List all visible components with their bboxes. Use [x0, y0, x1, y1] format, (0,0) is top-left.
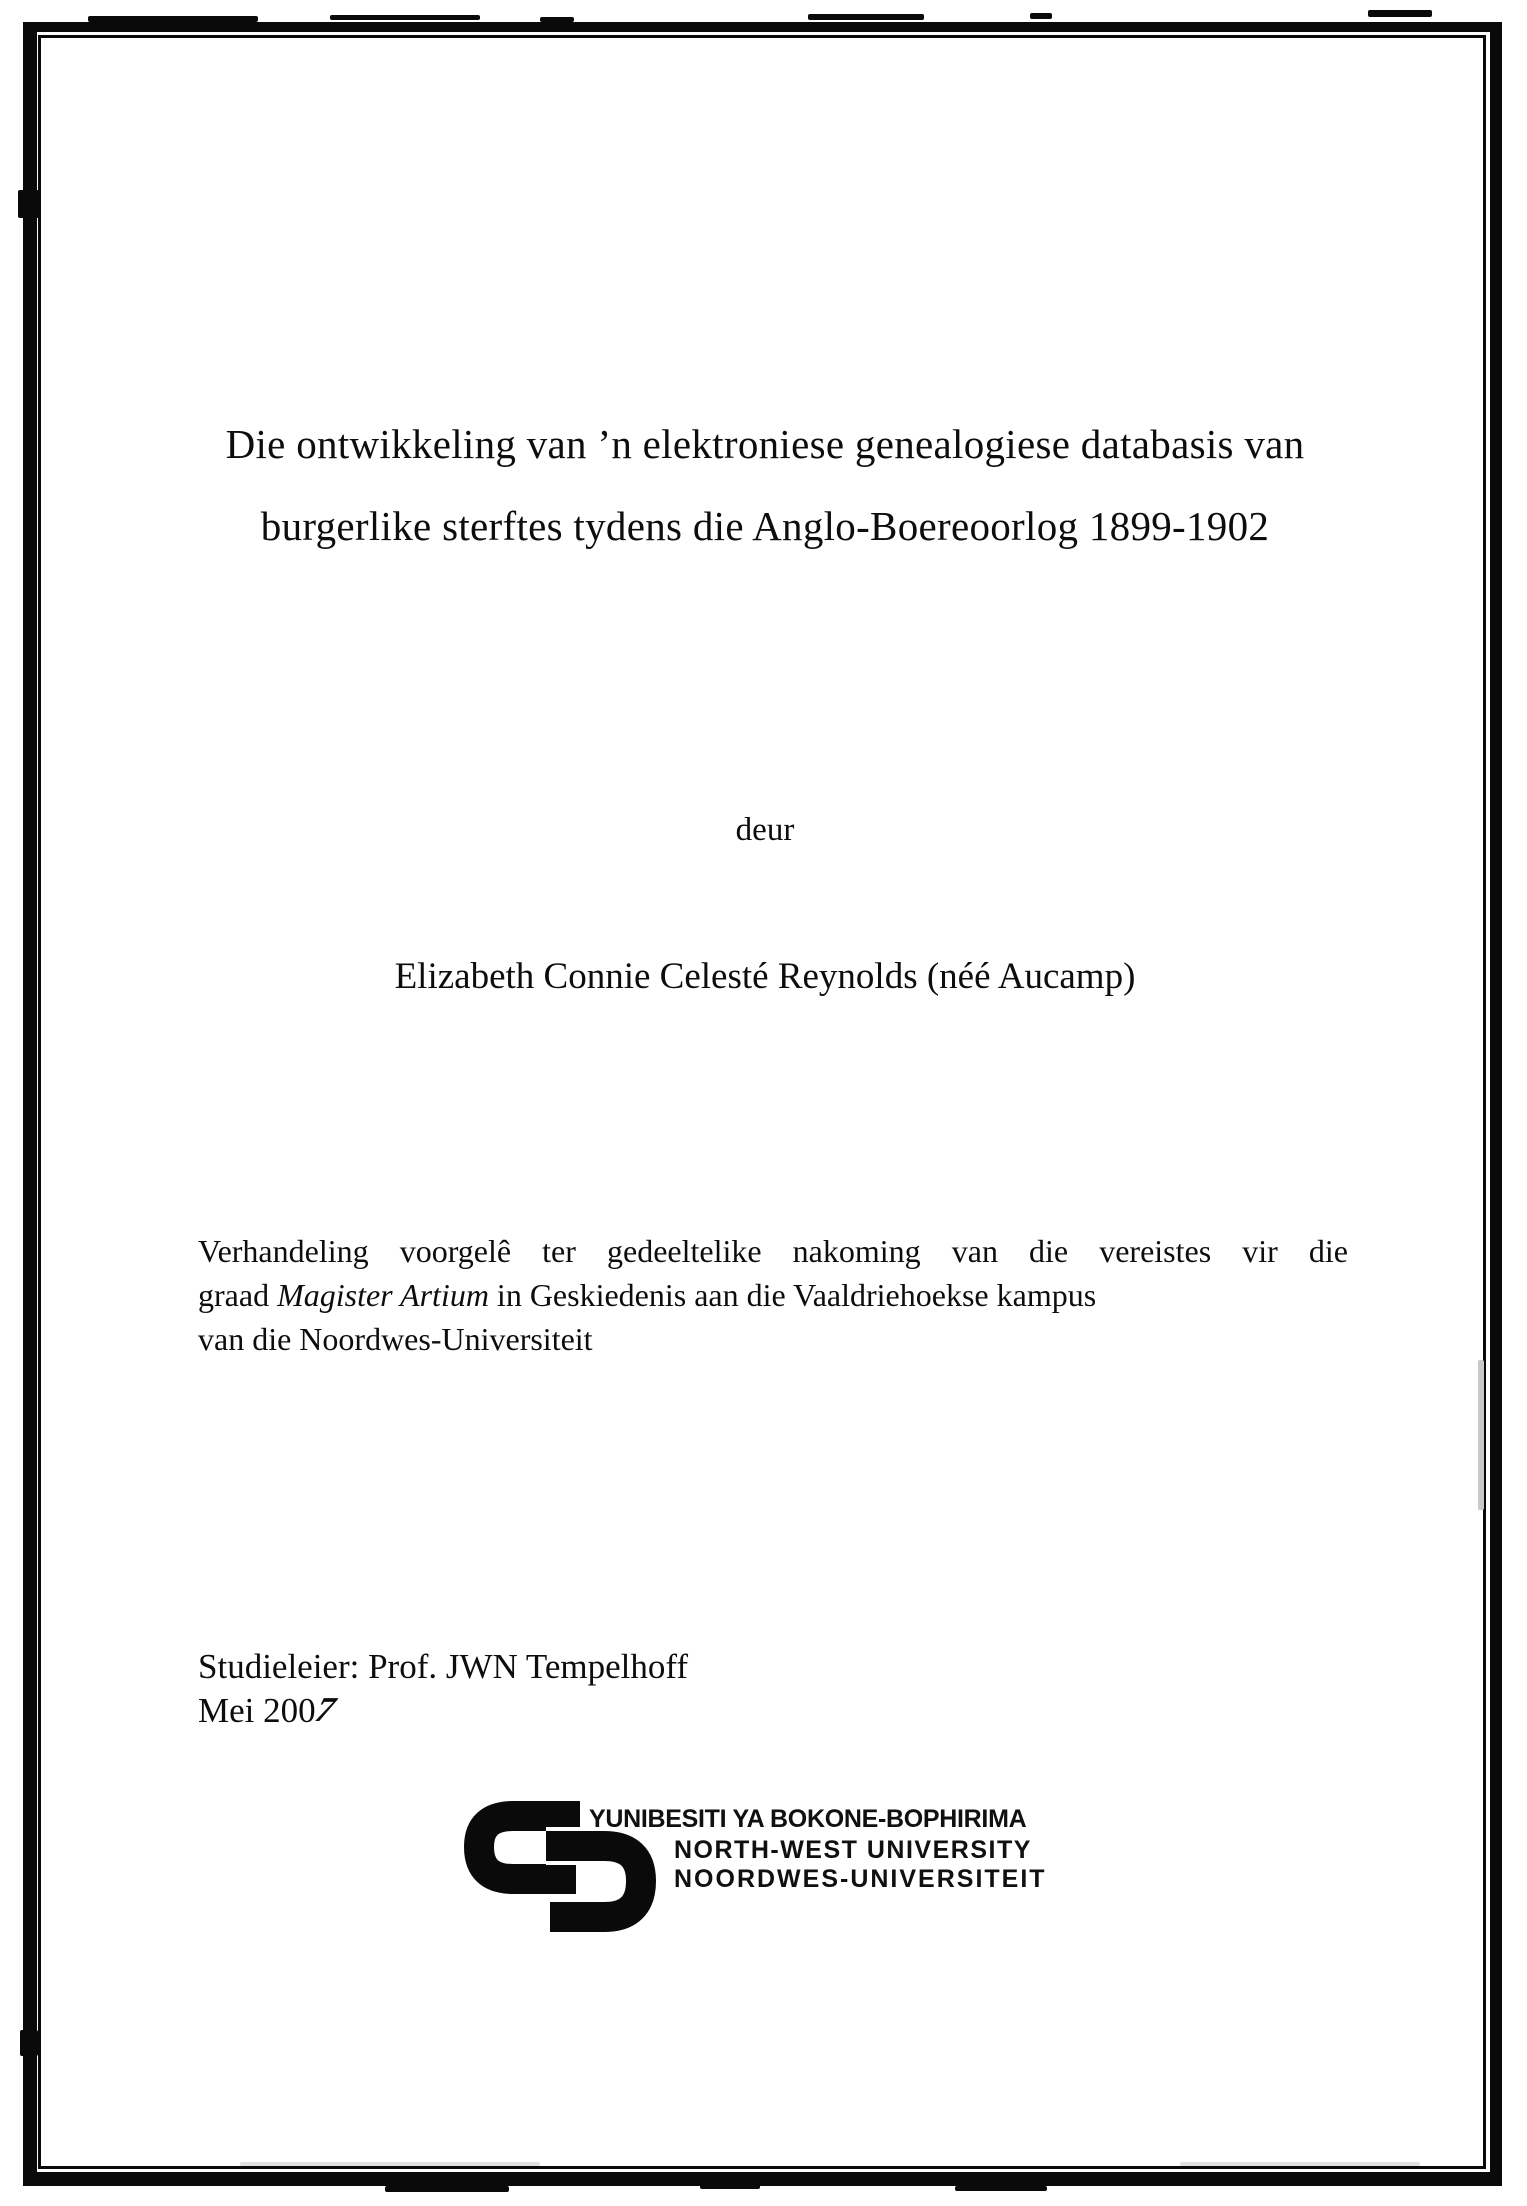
scan-artifact [330, 15, 480, 20]
degree-name: Magister Artium [277, 1277, 489, 1313]
byline: deur [735, 812, 795, 848]
scan-artifact [700, 2184, 760, 2189]
university-logo-lockup [455, 1795, 1115, 1945]
scan-artifact [540, 17, 574, 22]
date-final-digit: 7 [307, 1690, 343, 1729]
scan-artifact [240, 2162, 540, 2166]
logo-text-afrikaans: NOORDWES-UNIVERSITEIT [674, 1865, 1047, 1893]
supervisor-line: Studieleier: Prof. JWN Tempelhoff [198, 1647, 689, 1686]
logo-text-setswana: YUNIBESITI YA BOKONE-BOPHIRIMA [589, 1805, 1027, 1833]
degree-statement-line2-prefix: graad [198, 1277, 278, 1313]
scan-artifact [1030, 13, 1052, 19]
degree-statement-line1: Verhandeling voorgelê ter gedeeltelike nakoming van die vereistes vir die [198, 1233, 1348, 1269]
thesis-title [185, 403, 1345, 567]
date-line [198, 1689, 688, 1733]
thesis-title-line2: burgerlike sterftes tydens die Anglo-Boereoorlog 1899-1902 [260, 503, 1270, 549]
scan-artifact [20, 2030, 38, 2056]
degree-statement-line3: van die Noordwes-Universiteit [198, 1321, 593, 1357]
scan-artifact [808, 14, 924, 20]
degree-statement-line2-suffix: in Geskiedenis aan die Vaaldriehoekse kampus [488, 1277, 1097, 1313]
date-prefix: Mei 200 [198, 1691, 316, 1730]
degree-statement-line2 [198, 1273, 1348, 1317]
scan-artifact [1478, 1360, 1484, 1510]
scan-artifact [88, 16, 258, 22]
logo-text-english: NORTH-WEST UNIVERSITY [674, 1836, 1032, 1864]
thesis-title-line1: Die ontwikkeling van ’n elektroniese genealogiese databasis van [225, 421, 1305, 467]
scan-artifact [1368, 10, 1432, 17]
degree-statement [198, 1229, 1348, 1361]
scan-artifact [955, 2186, 1047, 2191]
scan-artifact [1180, 2162, 1420, 2166]
scan-artifact [385, 2186, 509, 2192]
author-name: Elizabeth Connie Celesté Reynolds (néé Aucamp) [394, 956, 1136, 997]
supervisor-block [198, 1645, 688, 1733]
scan-artifact [18, 190, 40, 218]
